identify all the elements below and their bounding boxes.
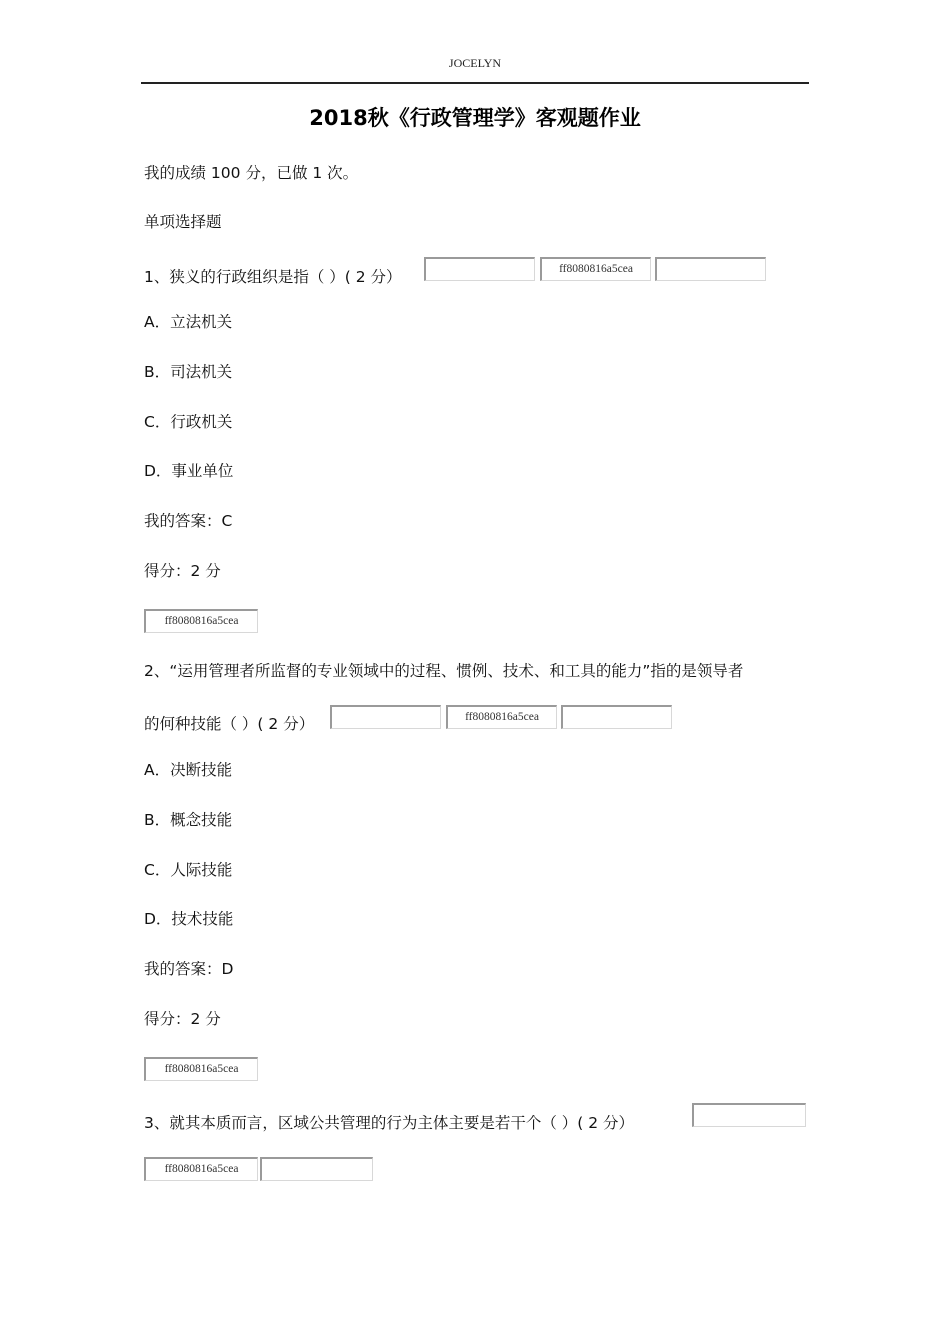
question-2-option-b: B．概念技能 <box>144 811 233 829</box>
question-1-stem: 1、狭义的行政组织是指（ ）( 2 分） <box>144 268 402 286</box>
question-2-score: 得分：2 分 <box>144 1010 221 1028</box>
question-1-field-blank-right[interactable] <box>655 257 766 281</box>
question-1-option-d: D．事业单位 <box>144 462 234 480</box>
question-1-option-c: C．行政机关 <box>144 413 233 431</box>
question-3-field-blank[interactable] <box>260 1157 373 1181</box>
question-3-stem: 3、就其本质而言，区域公共管理的行为主体主要是若干个（ ）( 2 分） <box>144 1114 635 1132</box>
question-2-field-blank-right[interactable] <box>561 705 672 729</box>
question-2-stem-line2: 的何种技能（ ）( 2 分） <box>144 715 315 733</box>
question-2-option-a: A．决断技能 <box>144 761 233 779</box>
question-2-footer-field[interactable]: ff8080816a5cea <box>144 1057 258 1081</box>
question-2-field-id[interactable]: ff8080816a5cea <box>446 705 557 729</box>
question-2-my-answer: 我的答案：D <box>144 960 234 978</box>
score-summary: 我的成绩 100 分，已做 1 次。 <box>144 164 359 182</box>
question-1-score: 得分：2 分 <box>144 562 221 580</box>
question-2-stem: 2、“运用管理者所监督的专业领域中的过程、惯例、技术、和工具的能力”指的是领导者 <box>144 662 744 680</box>
question-1-field-blank-left[interactable] <box>424 257 535 281</box>
question-2-field-blank-left[interactable] <box>330 705 441 729</box>
question-1-option-a: A．立法机关 <box>144 313 233 331</box>
header-divider <box>141 82 809 84</box>
page-title: 2018秋《行政管理学》客观题作业 <box>309 106 641 130</box>
question-3-field-blank-right[interactable] <box>692 1103 806 1127</box>
question-1-option-b: B．司法机关 <box>144 363 233 381</box>
question-2-option-d: D．技术技能 <box>144 910 234 928</box>
section-title: 单项选择题 <box>144 213 222 231</box>
question-1-my-answer: 我的答案：C <box>144 512 233 530</box>
question-1-field-id[interactable]: ff8080816a5cea <box>540 257 651 281</box>
question-1-footer-field[interactable]: ff8080816a5cea <box>144 609 258 633</box>
question-2-option-c: C．人际技能 <box>144 861 233 879</box>
page-header: JOCELYN <box>448 56 502 70</box>
question-3-field-id[interactable]: ff8080816a5cea <box>144 1157 258 1181</box>
